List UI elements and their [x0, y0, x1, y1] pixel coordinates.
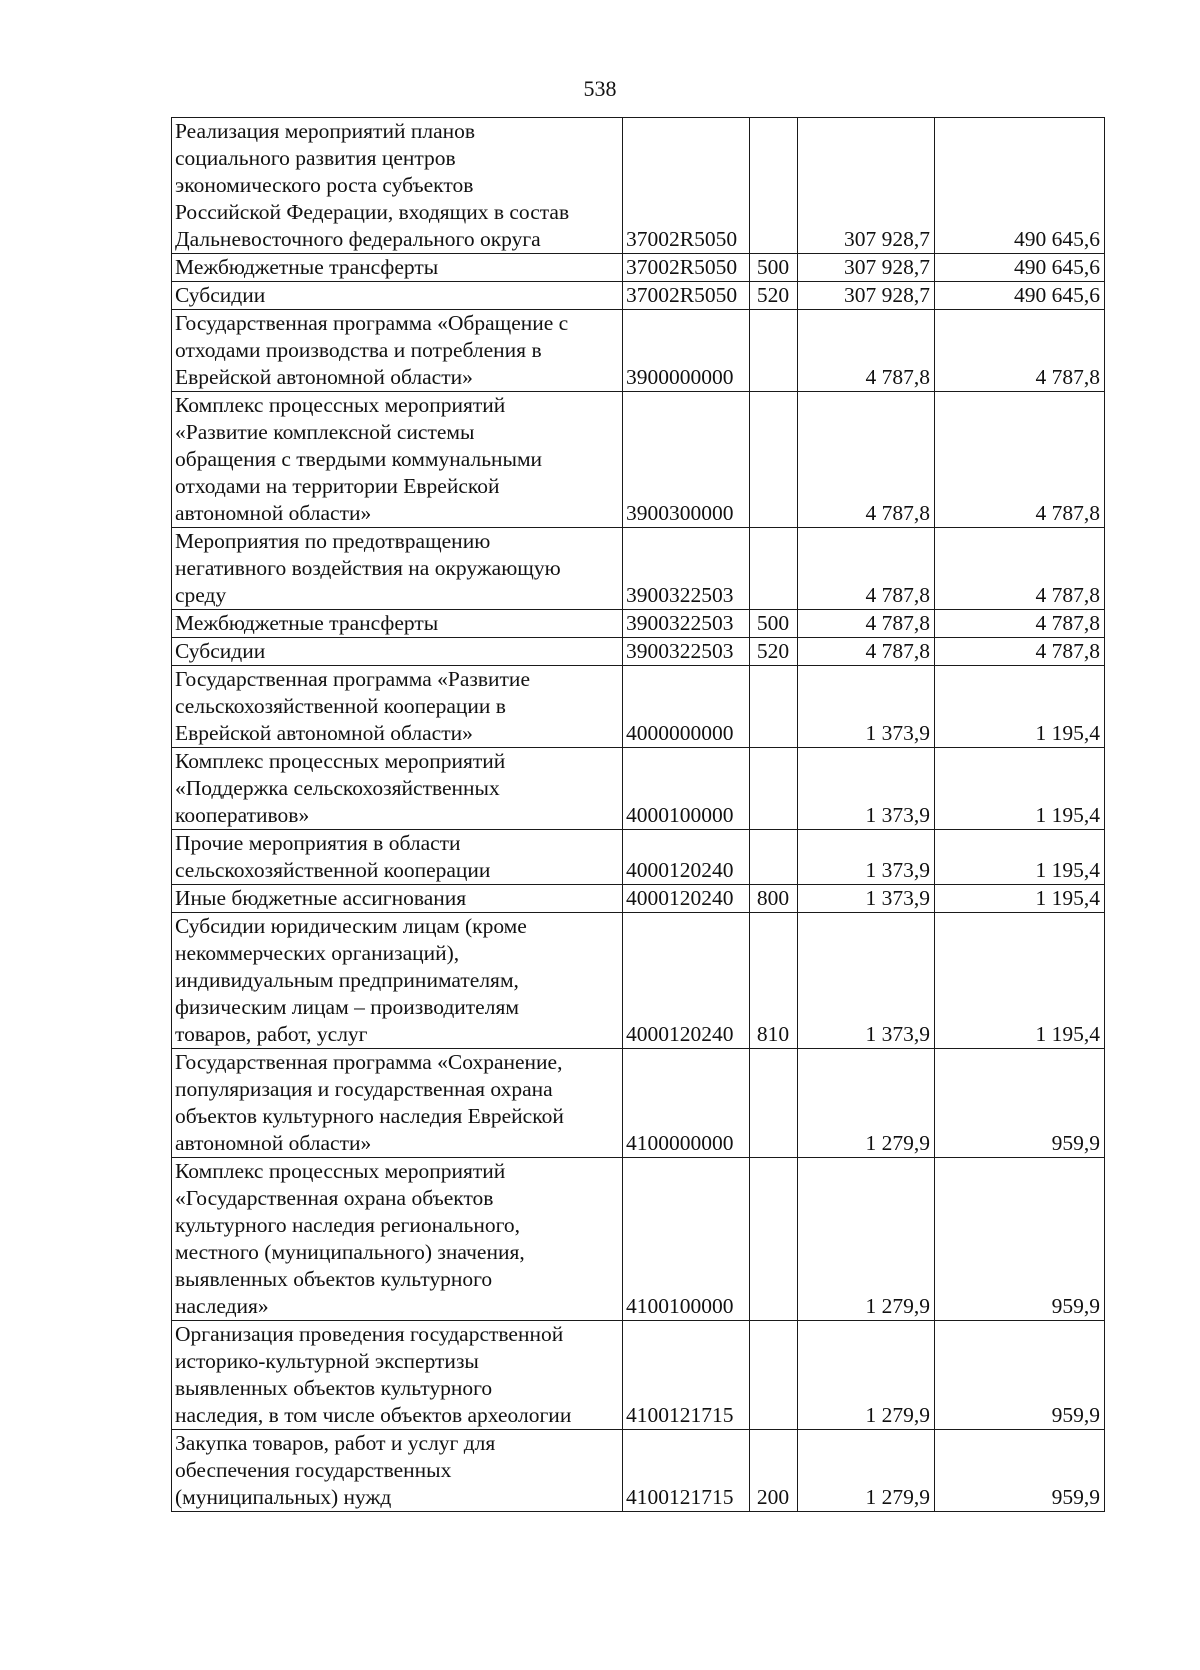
table-row	[172, 1430, 1105, 1512]
table-row	[172, 282, 1105, 310]
table-row	[172, 830, 1105, 885]
row-name-cell: Организация проведения государственной историко-культурной экспертизы выявленных объектов культурного наследия, в том числе объектов археологии	[172, 1321, 623, 1430]
row-amount-year2-cell: 4 787,8	[935, 610, 1105, 638]
row-name-cell: Иные бюджетные ассигнования	[172, 885, 623, 913]
row-expense-type-cell	[750, 1321, 798, 1430]
row-expense-type-cell: 500	[750, 610, 798, 638]
row-code-cell: 4000120240	[623, 885, 750, 913]
row-expense-type-cell: 800	[750, 885, 798, 913]
row-expense-type-cell	[750, 1049, 798, 1158]
budget-table-body	[172, 118, 1105, 1512]
row-expense-type-cell: 200	[750, 1430, 798, 1512]
row-amount-year2-cell: 1 195,4	[935, 885, 1105, 913]
table-row	[172, 118, 1105, 254]
row-code-cell: 3900000000	[623, 310, 750, 392]
row-amount-year2-cell: 959,9	[935, 1158, 1105, 1321]
row-amount-year2-cell: 959,9	[935, 1430, 1105, 1512]
row-amount-year2-cell: 490 645,6	[935, 118, 1105, 254]
row-code-cell: 4000120240	[623, 830, 750, 885]
row-amount-year1-cell: 4 787,8	[798, 310, 935, 392]
table-row	[172, 913, 1105, 1049]
row-amount-year1-cell: 1 373,9	[798, 830, 935, 885]
row-expense-type-cell	[750, 666, 798, 748]
row-expense-type-cell	[750, 748, 798, 830]
row-amount-year2-cell: 959,9	[935, 1321, 1105, 1430]
row-expense-type-cell	[750, 1158, 798, 1321]
row-amount-year1-cell: 4 787,8	[798, 638, 935, 666]
table-row	[172, 638, 1105, 666]
row-amount-year2-cell: 1 195,4	[935, 748, 1105, 830]
budget-table	[171, 117, 1105, 1512]
table-row	[172, 666, 1105, 748]
row-amount-year2-cell: 4 787,8	[935, 310, 1105, 392]
row-amount-year1-cell: 307 928,7	[798, 282, 935, 310]
row-name-cell: Комплекс процессных мероприятий «Развитие комплексной системы обращения с твердыми коммунальными отходами на территории Еврейской автономной области»	[172, 392, 623, 528]
row-code-cell: 4100000000	[623, 1049, 750, 1158]
row-code-cell: 3900322503	[623, 528, 750, 610]
row-amount-year2-cell: 1 195,4	[935, 666, 1105, 748]
row-expense-type-cell	[750, 528, 798, 610]
row-amount-year2-cell: 1 195,4	[935, 830, 1105, 885]
row-code-cell: 3900300000	[623, 392, 750, 528]
row-name-cell: Государственная программа «Сохранение, популяризация и государственная охрана объектов культурного наследия Еврейской автономной области»	[172, 1049, 623, 1158]
table-row	[172, 310, 1105, 392]
row-amount-year1-cell: 1 373,9	[798, 748, 935, 830]
table-row	[172, 1049, 1105, 1158]
row-amount-year2-cell: 4 787,8	[935, 638, 1105, 666]
row-expense-type-cell: 810	[750, 913, 798, 1049]
row-amount-year2-cell: 490 645,6	[935, 282, 1105, 310]
row-code-cell: 4100100000	[623, 1158, 750, 1321]
row-amount-year2-cell: 4 787,8	[935, 528, 1105, 610]
table-row	[172, 748, 1105, 830]
row-code-cell: 37002R5050	[623, 118, 750, 254]
row-amount-year1-cell: 1 373,9	[798, 666, 935, 748]
row-name-cell: Закупка товаров, работ и услуг для обеспечения государственных (муниципальных) нужд	[172, 1430, 623, 1512]
row-amount-year1-cell: 4 787,8	[798, 528, 935, 610]
row-amount-year1-cell: 1 279,9	[798, 1430, 935, 1512]
row-amount-year2-cell: 959,9	[935, 1049, 1105, 1158]
row-amount-year1-cell: 1 373,9	[798, 913, 935, 1049]
row-expense-type-cell	[750, 118, 798, 254]
table-row	[172, 610, 1105, 638]
row-expense-type-cell: 520	[750, 638, 798, 666]
row-code-cell: 4100121715	[623, 1430, 750, 1512]
row-code-cell: 37002R5050	[623, 282, 750, 310]
row-code-cell: 37002R5050	[623, 254, 750, 282]
page-number: 538	[583, 76, 617, 101]
row-name-cell: Государственная программа «Обращение с отходами производства и потребления в Еврейской автономной области»	[172, 310, 623, 392]
row-name-cell: Субсидии	[172, 282, 623, 310]
table-row	[172, 254, 1105, 282]
row-expense-type-cell	[750, 830, 798, 885]
row-name-cell: Межбюджетные трансферты	[172, 254, 623, 282]
table-row	[172, 1158, 1105, 1321]
row-name-cell: Реализация мероприятий планов социального развития центров экономического роста субъектов Российской Федерации, входящих в состав Дальневосточного федерального округа	[172, 118, 623, 254]
table-row	[172, 528, 1105, 610]
row-amount-year1-cell: 1 279,9	[798, 1049, 935, 1158]
row-amount-year1-cell: 307 928,7	[798, 254, 935, 282]
table-row	[172, 885, 1105, 913]
row-name-cell: Комплекс процессных мероприятий «Государственная охрана объектов культурного наследия регионального, местного (муниципального) значения, выявленных объектов культурного наследия»	[172, 1158, 623, 1321]
row-name-cell: Субсидии	[172, 638, 623, 666]
row-expense-type-cell: 520	[750, 282, 798, 310]
row-code-cell: 3900322503	[623, 610, 750, 638]
row-name-cell: Прочие мероприятия в области сельскохозяйственной кооперации	[172, 830, 623, 885]
row-amount-year1-cell: 1 279,9	[798, 1321, 935, 1430]
table-row	[172, 392, 1105, 528]
row-expense-type-cell	[750, 392, 798, 528]
row-name-cell: Комплекс процессных мероприятий «Поддержка сельскохозяйственных кооперативов»	[172, 748, 623, 830]
row-amount-year2-cell: 1 195,4	[935, 913, 1105, 1049]
row-amount-year1-cell: 4 787,8	[798, 392, 935, 528]
row-expense-type-cell: 500	[750, 254, 798, 282]
row-amount-year1-cell: 4 787,8	[798, 610, 935, 638]
row-code-cell: 4100121715	[623, 1321, 750, 1430]
table-row	[172, 1321, 1105, 1430]
row-code-cell: 4000120240	[623, 913, 750, 1049]
row-name-cell: Государственная программа «Развитие сельскохозяйственной кооперации в Еврейской автономной области»	[172, 666, 623, 748]
row-amount-year2-cell: 4 787,8	[935, 392, 1105, 528]
row-code-cell: 3900322503	[623, 638, 750, 666]
row-amount-year1-cell: 1 373,9	[798, 885, 935, 913]
row-amount-year1-cell: 307 928,7	[798, 118, 935, 254]
row-amount-year1-cell: 1 279,9	[798, 1158, 935, 1321]
row-name-cell: Межбюджетные трансферты	[172, 610, 623, 638]
row-code-cell: 4000100000	[623, 748, 750, 830]
row-name-cell: Субсидии юридическим лицам (кроме некоммерческих организаций), индивидуальным предпринимателям, физическим лицам – производителям товаров, работ, услуг	[172, 913, 623, 1049]
row-expense-type-cell	[750, 310, 798, 392]
row-name-cell: Мероприятия по предотвращению негативного воздействия на окружающую среду	[172, 528, 623, 610]
row-code-cell: 4000000000	[623, 666, 750, 748]
row-amount-year2-cell: 490 645,6	[935, 254, 1105, 282]
